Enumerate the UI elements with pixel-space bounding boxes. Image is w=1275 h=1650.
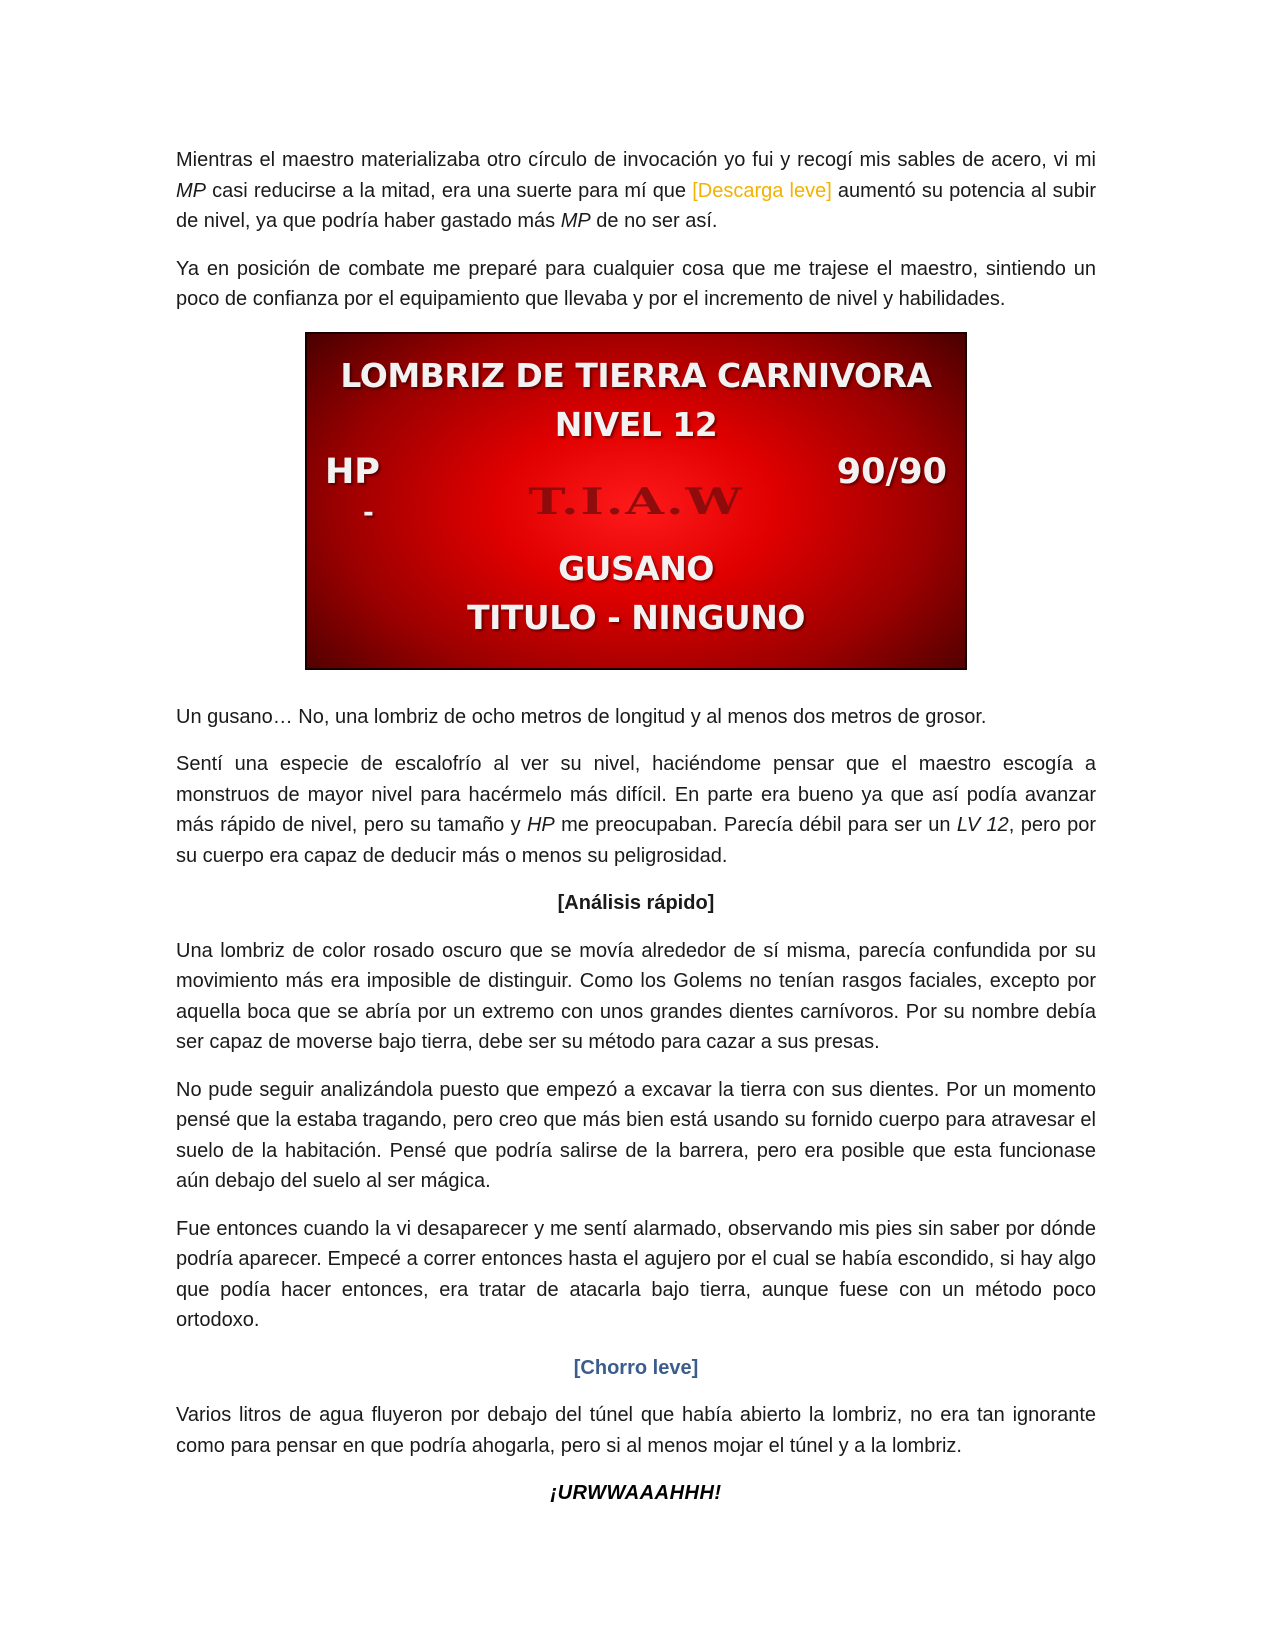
- status-card-wrapper: [176, 332, 1096, 670]
- shout-text: ¡URWWAAAHHH!: [550, 1482, 722, 1504]
- paragraph-4-text-b: me preocupaban. Parecía débil para ser un: [554, 814, 957, 836]
- lv-term: LV 12: [956, 814, 1009, 836]
- mp-term: MP: [176, 179, 206, 202]
- paragraph-6: No pude seguir analizándola puesto que empezó a excavar la tierra con sus dientes. Por un momento pensé que la estaba tragando, pero creo que más bien está usando su fornido cuerpo para atravesar el suelo de la habitación. Pensé que podría salirse de la barrera, pero era posible que esta funcionase aún debajo del suelo al ser mágica.: [176, 1078, 1096, 1192]
- paragraph-1-text-a: Mientras el maestro materializaba otro círculo de invocación yo fui y recogí mis sables de acero, vi mi: [176, 149, 1096, 171]
- document-page: [176, 145, 1096, 1526]
- hp-term: HP: [526, 814, 555, 836]
- paragraph-7: Fue entonces cuando la vi desaparecer y me sentí alarmado, observando mis pies sin saber por dónde podría aparecer. Empecé a correr entonces hasta el agujero por el cual se había escondido, si hay algo que podía hacer entonces, era tratar de atacarla bajo tierra, aunque fuese con un método poco ortodoxo.: [176, 1217, 1096, 1331]
- paragraph-4-text-a: Sentí una especie de escalofrío al ver su nivel, haciéndome pensar que el maestro escogía a monstruos de mayor nivel para hacérmelo más difícil. En parte era bueno ya que así podía avanzar más rápido de nivel, pero su tamaño y: [176, 753, 1096, 836]
- paragraph-1-text-d: de no ser así.: [590, 210, 718, 232]
- paragraph-5: Una lombriz de color rosado oscuro que se movía alrededor de sí misma, parecía confundida por su movimiento más era imposible de distinguir. Como los Golems no tenían rasgos faciales, excepto por aquella boca que se abría por un extremo con unos grandes dientes carnívoros. Por su nombre debía ser capaz de moverse bajo tierra, debe ser su método para cazar a sus presas.: [176, 939, 1096, 1053]
- paragraph-1-text-c: aumentó su potencia al subir de nivel, ya que podría haber gastado más: [176, 179, 1096, 232]
- monster-class: GUSANO: [558, 548, 714, 588]
- hp-label: HP: [325, 451, 380, 492]
- paragraph-4-text-c: , pero por su cuerpo era capaz de deducir más o menos su peligrosidad.: [176, 814, 1096, 867]
- paragraph-8: Varios litros de agua fluyeron por debajo del túnel que había abierto la lombriz, no era tan ignorante como para pensar en que podría ahogarla, pero si al menos mojar el túnel y a la lombriz.: [176, 1404, 1096, 1457]
- paragraph-2: Ya en posición de combate me preparé para cualquier cosa que me trajese el maestro, sintiendo un poco de confianza por el equipamiento que llevaba y por el incremento de nivel y habilidades.: [176, 257, 1096, 310]
- monster-level: NIVEL 12: [554, 404, 718, 444]
- monster-status-card: [305, 332, 967, 670]
- monster-name: LOMBRIZ DE TIERRA CARNIVORA: [340, 355, 932, 395]
- monster-title: TITULO - NINGUNO: [467, 597, 805, 637]
- paragraph-3: Un gusano… No, una lombriz de ocho metros de longitud y al menos dos metros de grosor.: [176, 705, 987, 728]
- mp-term-2: MP: [560, 210, 591, 232]
- paragraph-1-text-b: casi reducirse a la mitad, era una suerte para mí que: [206, 179, 693, 202]
- paragraph-4: [176, 749, 1096, 871]
- skill-chorro-leve-heading: [Chorro leve]: [573, 1356, 699, 1379]
- status-dash: -: [363, 497, 374, 528]
- skill-descarga-leve: [Descarga leve]: [692, 179, 832, 202]
- watermark-logo: T.I.A.W: [528, 479, 744, 523]
- hp-value: 90/90: [836, 451, 947, 492]
- analysis-heading: [Análisis rápido]: [557, 892, 715, 914]
- paragraph-1: [176, 145, 1096, 237]
